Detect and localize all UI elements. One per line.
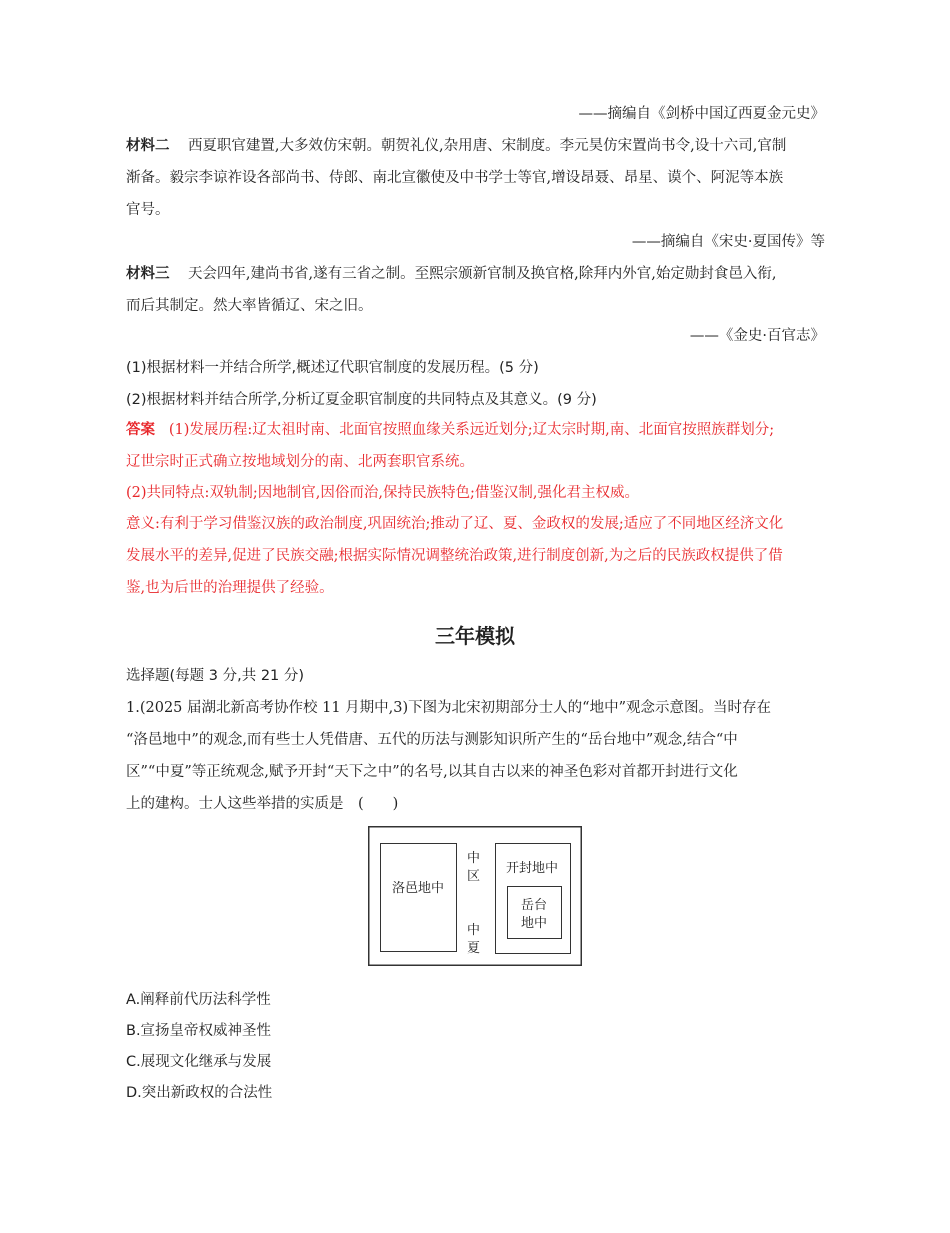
answer-line-2: 辽世宗时正式确立按地域划分的南、北两套职官系统。	[126, 454, 474, 470]
question-1-line-4: 上的建构。士人这些举措的实质是 ( )	[126, 796, 399, 812]
question-part-2: (2)根据材料并结合所学,分析辽夏金职官制度的共同特点及其意义。(9 分)	[126, 392, 597, 408]
zhongxia-char-2: 夏	[467, 941, 481, 956]
choice-section-header: 选择题(每题 3 分,共 21 分)	[126, 668, 305, 684]
answer-line-3: (2)共同特点:双轨制;因地制官,因俗而治,保持民族特色;借鉴汉制,强化君主权威。	[126, 485, 640, 501]
source-citation-3: ——《金史·百官志》	[689, 328, 825, 344]
zhongqu-char-1: 中	[467, 851, 481, 866]
source-citation-1: ——摘编自《剑桥中国辽西夏金元史》	[578, 106, 825, 122]
material-3-label: 材料三	[126, 266, 170, 282]
option-c: C.展现文化继承与发展	[126, 1054, 272, 1070]
dizhong-concept-diagram	[368, 826, 582, 966]
question-1-line-3: 区”“中夏”等正统观念,赋予开封“天下之中”的名号,以其自古以来的神圣色彩对首都开封进行文化	[126, 764, 738, 780]
answer-line-6: 鉴,也为后世的治理提供了经验。	[126, 580, 334, 596]
option-d: D.突出新政权的合法性	[126, 1085, 273, 1101]
section-title: 三年模拟	[435, 624, 515, 648]
question-1-line-1: 1.(2025 届湖北新高考协作校 11 月期中,3)下图为北宋初期部分士人的“地中”观念示意图。当时存在	[126, 700, 771, 716]
luoyi-label: 洛邑地中	[392, 881, 445, 896]
material-3-line-1	[126, 264, 826, 284]
answer-label: 答案	[126, 422, 155, 438]
material-2-line-2: 渐备。毅宗李谅祚设各部尚书、侍郎、南北宣徽使及中书学士等官,增设昂聂、昂星、谟个、阿泥等本族	[126, 170, 784, 186]
zhongqu-char-2: 区	[467, 869, 481, 884]
yuetai-label-2: 地中	[521, 916, 548, 931]
answer-line-1	[126, 420, 826, 440]
answer-text-1: (1)发展历程:辽太祖时南、北面官按照血缘关系远近划分;辽太宗时期,南、北面官按照族群划分;	[168, 422, 775, 438]
question-part-1: (1)根据材料一并结合所学,概述辽代职官制度的发展历程。(5 分)	[126, 360, 539, 376]
material-2-line-1	[126, 136, 826, 156]
material-2-line-3: 官号。	[126, 202, 170, 218]
answer-line-4: 意义:有利于学习借鉴汉族的政治制度,巩固统治;推动了辽、夏、金政权的发展;适应了不同地区经济文化	[126, 516, 784, 532]
material-2-text: 西夏职官建置,大多效仿宋朝。朝贺礼仪,杂用唐、宋制度。李元昊仿宋置尚书令,设十六司,官制	[187, 138, 787, 154]
option-a: A.阐释前代历法科学性	[126, 992, 271, 1008]
answer-line-5: 发展水平的差异,促进了民族交融;根据实际情况调整统治政策,进行制度创新,为之后的民族政权提供了借	[126, 548, 783, 564]
material-3-line-2: 而后其制定。然大率皆循辽、宋之旧。	[126, 298, 373, 314]
yuetai-label-1: 岳台	[521, 898, 548, 913]
material-3-text: 天会四年,建尚书省,遂有三省之制。至熙宗颁新官制及换官格,除拜内外官,始定勋封食邑入衔,	[187, 266, 777, 282]
kaifeng-label: 开封地中	[506, 861, 559, 876]
source-citation-2: ——摘编自《宋史·夏国传》等	[631, 234, 825, 250]
option-b: B.宣扬皇帝权威神圣性	[126, 1023, 272, 1039]
luoyi-box	[381, 844, 457, 952]
material-2-label: 材料二	[126, 138, 170, 154]
question-1-line-2: “洛邑地中”的观念,而有些士人凭借唐、五代的历法与测影知识所产生的“岳台地中”观念,结合“中	[126, 732, 738, 748]
zhongxia-char-1: 中	[467, 923, 481, 938]
